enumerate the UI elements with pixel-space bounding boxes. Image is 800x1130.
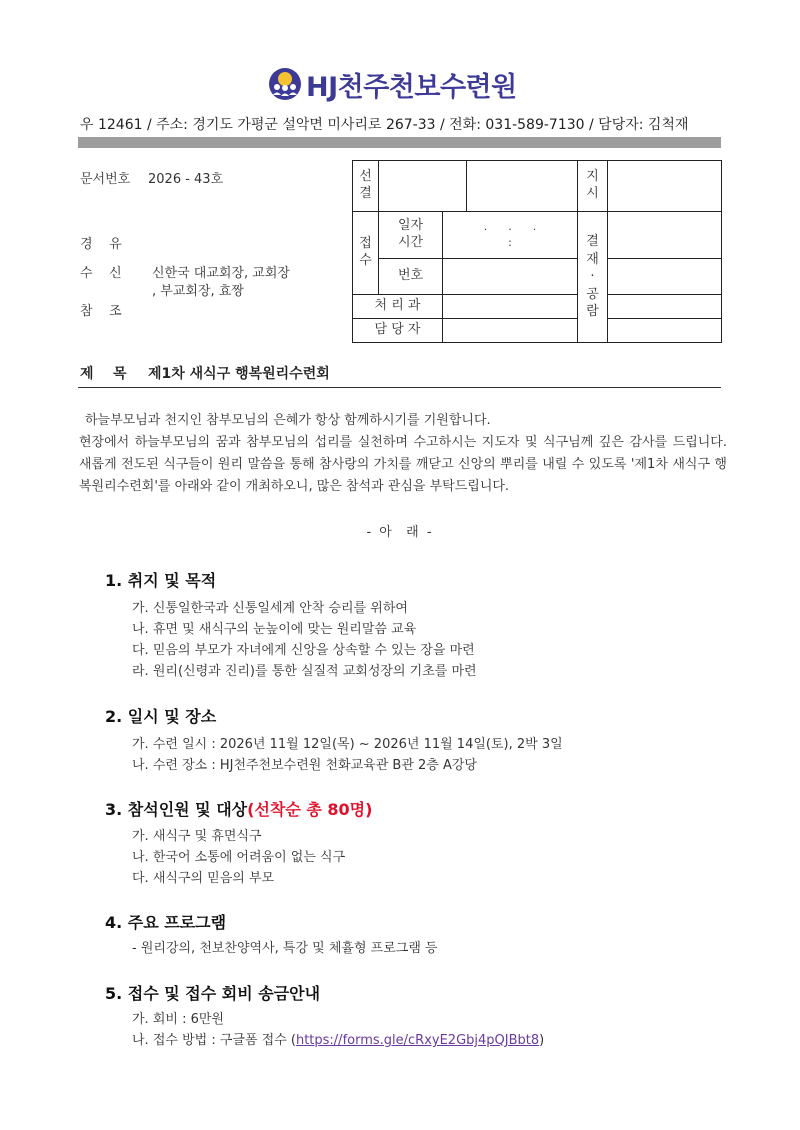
approval-date-dots: . . . (483, 219, 537, 233)
doc-number-label: 문서번호 (80, 172, 131, 187)
logo-emblem-icon (268, 67, 302, 101)
address-line: 우 12461 / 주소: 경기도 가평군 설악면 미사리로 267-33 / 전화: 031-589-7130 / 담당자: 김척재 (80, 117, 689, 133)
approval-sungyeol-cell-2[interactable] (467, 161, 578, 212)
section-1-item: 다. 믿음의 부모가 자녀에게 신앙을 상속할 수 있는 장을 마련 (132, 643, 475, 658)
logo (268, 64, 517, 104)
section-4-title: 4. 주요 프로그램 (105, 913, 227, 932)
recipient-value-1: 신한국 대교회장, 교회장 (152, 266, 290, 281)
section-2-title: 2. 일시 및 장소 (105, 707, 217, 726)
via-label: 경 유 (80, 237, 122, 252)
via-row (80, 233, 122, 252)
approval-date-time-cell[interactable] (443, 212, 578, 259)
google-form-link[interactable]: https://forms.gle/cRxyE2Gbj4pQJBbt8 (295, 1033, 540, 1048)
section-3-title-highlight: (선착순 총 80명) (247, 800, 373, 819)
approval-date-time-label (379, 212, 443, 259)
intro-line-1: 하늘부모님과 천지인 참부모님의 은혜가 항상 함께하시기를 기원합니다. (85, 413, 491, 428)
recipient-label: 수 신 (80, 266, 122, 281)
approval-manager-label: 담 당 자 (353, 319, 443, 343)
approval-time-label: 시간 (397, 235, 424, 250)
approval-dept-label: 처 리 과 (353, 295, 443, 319)
approval-jeopsu-label: 접 수 (353, 212, 379, 295)
section-5-title: 5. 접수 및 접수 회비 송금안내 (105, 984, 321, 1003)
logo-text: HJ천주천보수련원 (306, 71, 517, 103)
intro-paragraph: 현장에서 하늘부모님의 꿈과 참부모님의 섭리를 실천하며 수고하시는 지도자 및 식구님께 깊은 감사를 드립니다. 새롭게 전도된 식구들이 원리 말씀을 통해 참사랑의 가치를 깨닫고 신앙의 뿌리를 내릴 수 있도록 '제1차 새식구 행복원리수련회'를 아래와 같이 개최하오니, 많은 참석과 관심을 부탁드립니다. (79, 435, 727, 494)
approval-jisi-cell[interactable] (608, 161, 722, 212)
approval-time-colon: : (508, 236, 512, 249)
recipient-row (80, 262, 290, 281)
section-4-item: - 원리강의, 천보찬양역사, 특강 및 체휼형 프로그램 등 (132, 941, 438, 956)
approval-table (352, 160, 722, 343)
approval-gyeoljae-cell-2[interactable] (608, 259, 722, 295)
section-2-item: 나. 수련 장소 : HJ천주천보수련원 천화교육관 B관 2층 A강당 (132, 758, 477, 773)
intro-text (79, 410, 727, 498)
approval-jisi-label: 지 시 (578, 161, 608, 212)
section-3-title-text: 3. 참석인원 및 대상 (105, 800, 248, 819)
approval-date-label: 일자 (397, 218, 424, 234)
section-3-item: 나. 한국어 소통에 어려움이 없는 식구 (132, 850, 346, 865)
section-1-item: 나. 휴면 및 새식구의 눈높이에 맞는 원리말씀 교육 (132, 622, 417, 637)
reference-label: 참 조 (80, 304, 122, 319)
subject-divider (78, 387, 721, 388)
section-2-item: 가. 수련 일시 : 2026년 11월 12일(목) ~ 2026년 11월 14일(토), 2박 3일 (132, 737, 563, 752)
header-divider-bar (78, 137, 721, 148)
section-5-method-suffix: ) (539, 1033, 545, 1048)
section-5-fee: 가. 회비 : 6만원 (132, 1012, 224, 1027)
doc-number (80, 168, 223, 187)
section-1-title: 1. 취지 및 목적 (105, 571, 217, 590)
approval-gyeoljae-label: 결 재 · 공 람 (578, 212, 608, 343)
reference-row (80, 300, 122, 319)
approval-sungyeol-cell-1[interactable] (379, 161, 467, 212)
section-5-method (132, 1029, 544, 1048)
section-1-item: 라. 원리(신령과 진리)를 통한 실질적 교회성장의 기초를 마련 (132, 664, 477, 679)
approval-gyeoljae-cell-3[interactable] (608, 295, 722, 319)
approval-gyeoljae-cell-1[interactable] (608, 212, 722, 259)
section-3-item: 다. 새식구의 믿음의 부모 (132, 871, 275, 886)
approval-number-label: 번호 (379, 259, 443, 295)
section-3-title (105, 797, 372, 820)
section-5-method-prefix: 나. 접수 방법 : 구글폼 접수 ( (132, 1033, 296, 1048)
subject-value: 제1차 새식구 행복원리수련회 (148, 366, 330, 382)
arae-heading: - 아 래 - (366, 525, 434, 540)
approval-dept-cell[interactable] (443, 295, 578, 319)
doc-number-value: 2026 - 43호 (148, 172, 224, 187)
subject-label: 제 목 (80, 366, 127, 382)
recipient-value-2: , 부교회장, 효짱 (152, 284, 244, 299)
approval-gyeoljae-cell-4[interactable] (608, 319, 722, 343)
section-1-item: 가. 신통일한국과 신통일세계 안착 승리를 위하여 (132, 601, 408, 616)
approval-number-cell[interactable] (443, 259, 578, 295)
approval-manager-cell[interactable] (443, 319, 578, 343)
approval-sungyeol-label: 선 결 (353, 161, 379, 212)
subject-row (80, 363, 330, 383)
section-3-item: 가. 새식구 및 휴면식구 (132, 829, 262, 844)
